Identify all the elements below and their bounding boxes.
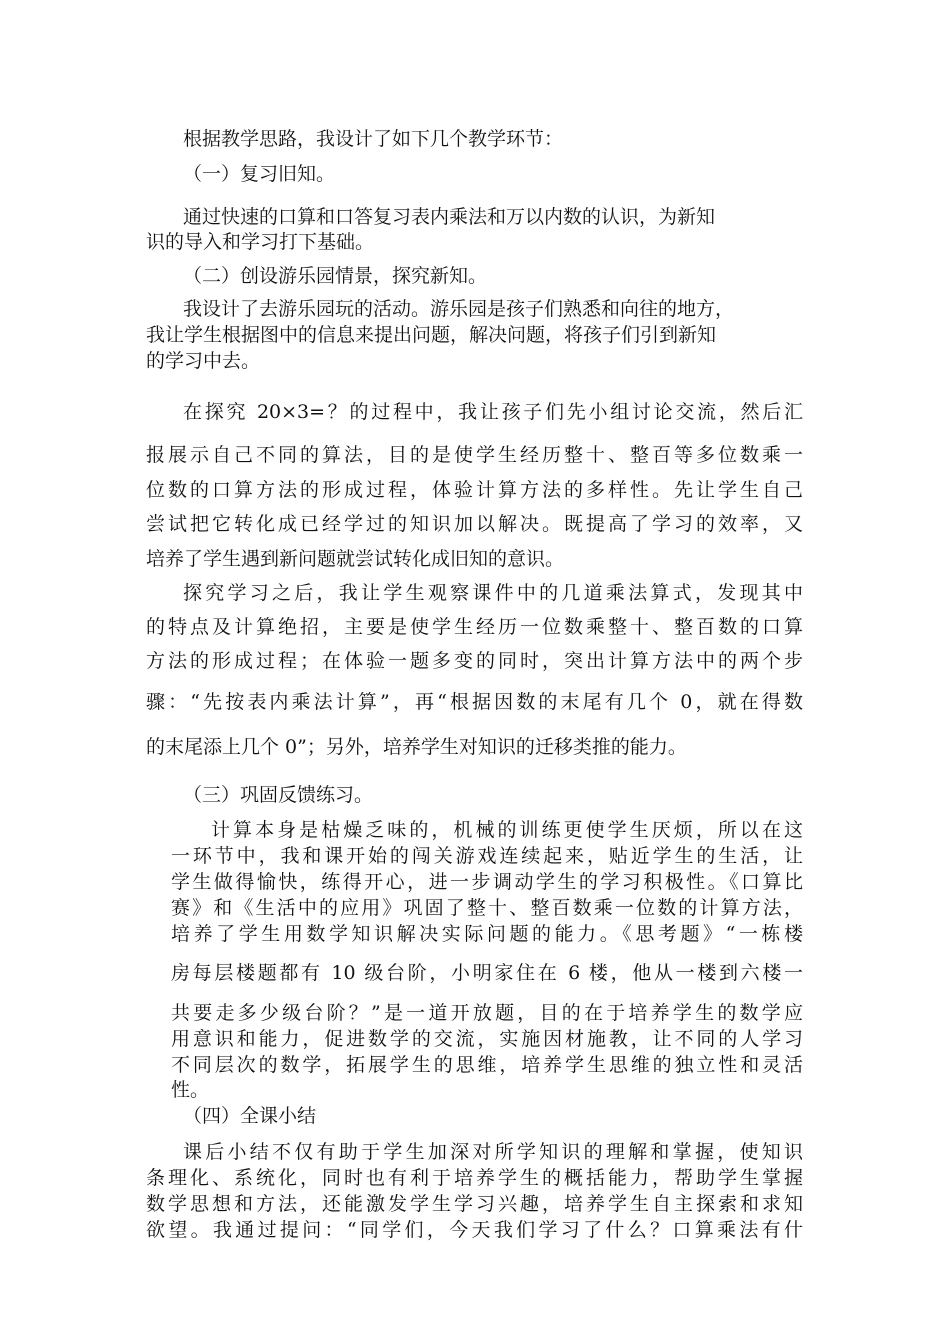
paragraph-observe-line-3: 方法的形成过程；在体验一题多变的同时，突出计算方法中的两个步 [146, 650, 803, 672]
paragraph-practice-line-2: 一环节中，我和课开始的闯关游戏连续起来，贴近学生的生活，让 [171, 845, 803, 867]
section-heading-1: （一）复习旧知。 [183, 163, 336, 185]
paragraph-review-line-2: 识的导入和学习打下基础。 [146, 231, 375, 253]
section-heading-2: （二）创设游乐园情景，探究新知。 [183, 265, 488, 287]
paragraph-practice-line-6: 房每层楼题都有 10 级台阶，小明家住在 6 楼，他从一楼到六楼一 [171, 962, 803, 984]
paragraph-practice-line-3: 学生做得愉快，练得开心，进一步调动学生的学习积极性。《口算比 [171, 871, 803, 893]
paragraph-explore-line-3: 位数的口算方法的形成过程，体验计算方法的多样性。先让学生自己 [146, 479, 803, 501]
paragraph-explore-line-5: 培养了学生遇到新问题就尝试转化成旧知的意识。 [146, 548, 565, 570]
paragraph-practice-line-7: 共要走多少级台阶？”是一道开放题，目的在于培养学生的数学应 [171, 1002, 803, 1024]
paragraph-intro: 根据教学思路，我设计了如下几个教学环节： [183, 128, 564, 150]
paragraph-summary-line-1: 课后小结不仅有助于学生加深对所学知识的理解和掌握，使知识 [183, 1141, 803, 1163]
paragraph-practice-line-10: 性。 [171, 1079, 210, 1101]
paragraph-practice-line-1: 计算本身是枯燥乏味的，机械的训练更使学生厌烦，所以在这 [211, 819, 803, 841]
paragraph-playground-line-1: 我设计了去游乐园玩的活动。游乐园是孩子们熟悉和向往的地方， [183, 298, 735, 320]
paragraph-summary-line-4: 欲望。我通过提问：“同学们，今天我们学习了什么？口算乘法有什 [146, 1219, 803, 1241]
section-heading-4: （四）全课小结 [183, 1105, 317, 1127]
paragraph-observe-line-1: 探究学习之后，我让学生观察课件中的几道乘法算式，发现其中 [183, 582, 803, 604]
section-heading-3: （三）巩固反馈练习。 [183, 784, 374, 806]
paragraph-summary-line-3: 数学思想和方法，还能激发学生学习兴趣，培养学生自主探索和求知 [146, 1193, 803, 1215]
paragraph-observe-line-4: 骤：“先按表内乘法计算”，再“根据因数的末尾有几个 0，就在得数 [146, 691, 803, 713]
paragraph-practice-line-8: 用意识和能力，促进数学的交流，实施因材施教，让不同的人学习 [171, 1028, 803, 1050]
paragraph-playground-line-2: 我让学生根据图中的信息来提出问题，解决问题，将孩子们引到新知 [146, 324, 717, 346]
paragraph-summary-line-2: 条理化、系统化，同时也有利于培养学生的概括能力，帮助学生掌握 [146, 1167, 803, 1189]
paragraph-playground-line-3: 的学习中去。 [146, 350, 261, 372]
paragraph-practice-line-4: 赛》和《生活中的应用》巩固了整十、整百数乘一位数的计算方法， [171, 897, 803, 919]
paragraph-observe-line-5: 的末尾添上几个 0”；另外，培养学生对知识的迁移类推的能力。 [146, 736, 687, 758]
paragraph-practice-line-9: 不同层次的数学，拓展学生的思维，培养学生思维的独立性和灵活 [171, 1054, 803, 1076]
paragraph-review-line-1: 通过快速的口算和口答复习表内乘法和万以内数的认识，为新知 [183, 206, 716, 228]
paragraph-explore-line-2: 报展示自己不同的算法，目的是使学生经历整十、整百等多位数乘一 [146, 444, 803, 466]
paragraph-explore-line-4: 尝试把它转化成已经学过的知识加以解决。既提高了学习的效率，又 [146, 513, 803, 535]
paragraph-explore-line-1: 在探究 20×3=？的过程中，我让孩子们先小组讨论交流，然后汇 [183, 401, 803, 423]
paragraph-observe-line-2: 的特点及计算绝招，主要是使学生经历一位数乘整十、整百数的口算 [146, 616, 803, 638]
paragraph-practice-line-5: 培养了学生用数学知识解决实际问题的能力。《思考题》“一栋楼 [171, 923, 803, 945]
